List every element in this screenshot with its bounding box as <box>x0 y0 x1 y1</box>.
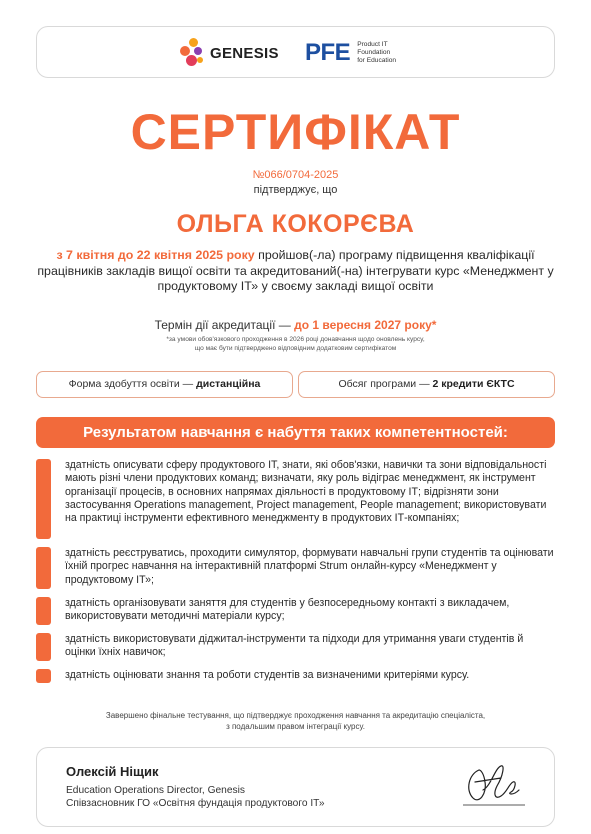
program-volume-box: Обсяг програми — 2 кредити ЄКТС <box>298 371 555 398</box>
pfe-caption: Product IT Foundation for Education <box>357 41 397 64</box>
certificate-number: №066/0704-2025 <box>252 169 339 181</box>
genesis-logo <box>180 38 279 68</box>
competency-marker <box>36 597 51 625</box>
handwritten-signature-icon <box>461 760 529 808</box>
competency-marker <box>36 547 51 589</box>
competency-text: здатність реєструватись, проходити симулятор, формувати навчальні групи студентів та оцінювати їхній прогрес навчання на інтерактивній платформі Strum онлайн-курсу «Менеджмент у продуктовому ІТ»; <box>65 547 554 586</box>
competency-text: здатність використовувати діджитал-інструменти та підходи для утримання уваги студентів й оцінки їхніх навичок; <box>65 633 524 659</box>
competency-item <box>36 669 555 683</box>
competency-text: здатність описувати сферу продуктового ІТ, знати, які обов'язки, навички та зони відповідальності мають різні члени продуктових команд; визначати, яку роль відіграє менеджмент, як інструмент організації процесів, в основних напрямах діяльності в продуктовому ІТ; відрізняти зони застосування Operations management, Project management, People management; використовувати на практиці інструменти ефективного менеджменту в продуктових ІТ-компаніях; <box>65 459 547 525</box>
competency-marker <box>36 633 51 661</box>
recipient-name: ОЛЬГА КОКОРЄВА <box>176 210 415 238</box>
genesis-wordmark: GENESIS <box>210 44 279 62</box>
education-form-box: Форма здобуття освіти — дистанційна <box>36 371 293 398</box>
pfe-wordmark: PFE <box>305 39 351 66</box>
competency-item <box>36 547 555 589</box>
signatory-name: Олексій Ніщик <box>66 764 159 779</box>
logo-bar <box>36 26 555 78</box>
course-period: з 7 квітня до 22 квітня 2025 року <box>56 248 255 262</box>
accreditation-note: *за умови обов'язкового проходження в 2026 році донавчання щодо оновлень курсу, що має бути підтверджено відповідним додатковим сертифікатом <box>166 336 425 352</box>
competency-text: здатність оцінювати знання та роботи студентів за визначеними критеріями курсу. <box>65 669 470 681</box>
final-note: Завершено фінальне тестування, що підтверджує проходження навчання та акредитацію спеціаліста, з подальшим правом інтеграції курсу. <box>105 711 486 731</box>
competency-marker <box>36 669 51 683</box>
competencies-banner: Результатом навчання є набуття таких компетентностей: <box>36 417 555 448</box>
competency-item <box>36 459 555 539</box>
certificate-title: СЕРТИФІКАТ <box>130 104 461 160</box>
confirms-text: підтверджує, що <box>253 184 338 196</box>
signatory-role: Education Operations Director, Genesis Співзасновник ГО «Освітня фундація продуктового ІТ» <box>66 785 325 809</box>
competency-item <box>36 633 555 661</box>
accreditation-term: Термін дії акредитації — до 1 вересня 2027 року* <box>154 318 437 332</box>
competency-text: здатність організовувати заняття для студентів у безпосередньому контакті з викладачем, використовувати методичні матеріали курсу; <box>65 597 510 623</box>
pfe-logo <box>305 40 396 66</box>
course-text: пройшов(-ла) програму підвищення кваліфікації працівників закладів вищої освіти та акредитований(-на) інтегрувати курс «Менеджмент у продуктовому ІТ» у своєму закладі вищої освіти <box>37 248 554 293</box>
accreditation-date: до 1 вересня 2027 року* <box>294 318 437 332</box>
genesis-dots-icon <box>180 38 206 68</box>
competency-item <box>36 597 555 625</box>
course-description <box>30 248 561 295</box>
competency-marker <box>36 459 51 539</box>
signature-box <box>36 747 555 827</box>
